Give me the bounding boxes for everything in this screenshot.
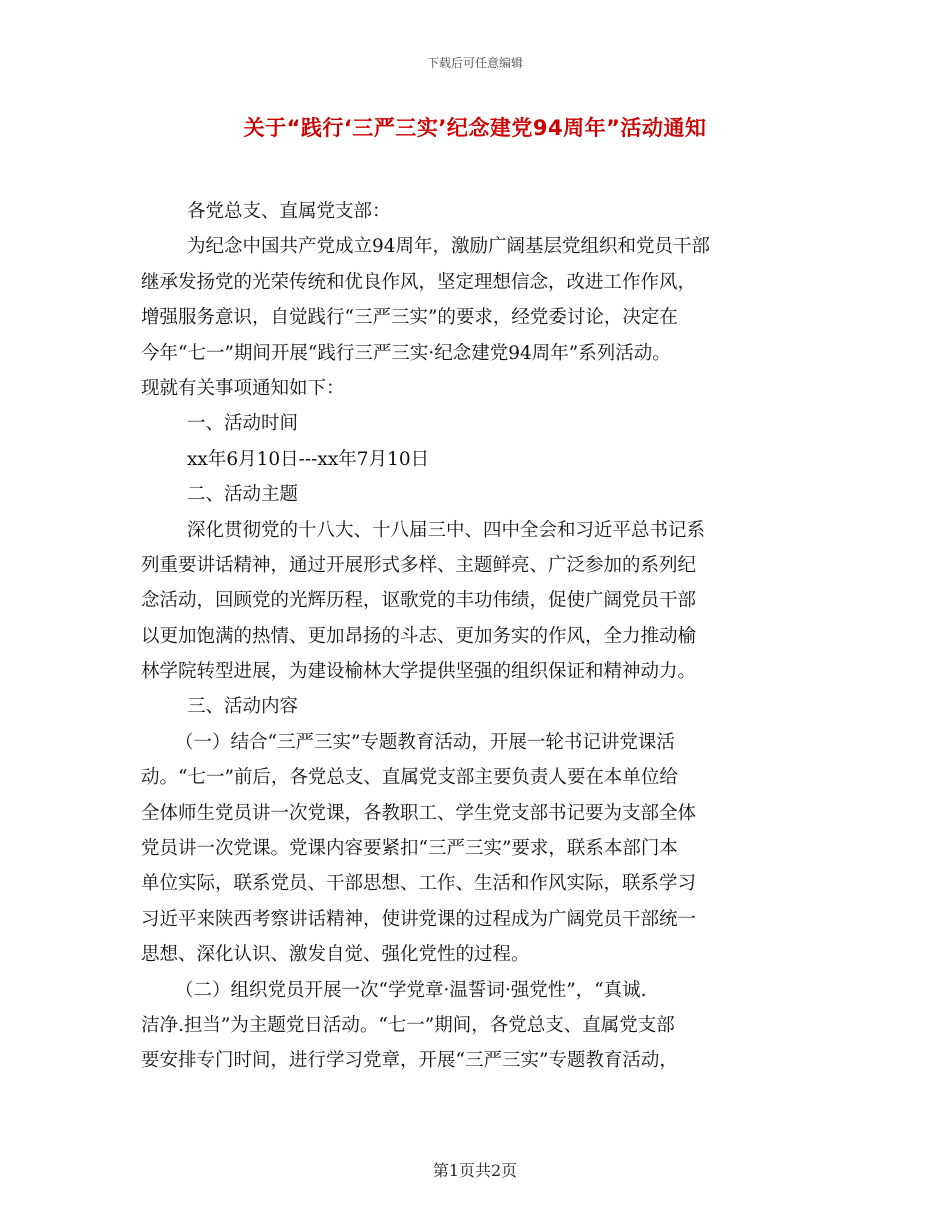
body-line: （一）结合“三严三实”专题教育活动，开展一轮书记讲党课活 bbox=[175, 731, 675, 753]
body-line: xx年6月10日---xx年7月10日 bbox=[187, 448, 430, 470]
body-line: 今年“七一”期间开展“践行三严三实·纪念建党94周年”系列活动。 bbox=[141, 342, 671, 364]
page-footer: 第1页共2页 bbox=[432, 1161, 518, 1180]
body-line: 念活动，回顾党的光辉历程，讴歌党的丰功伟绩，促使广阔党员干部 bbox=[141, 590, 697, 612]
body-line: 深化贯彻党的十八大、十八届三中、四中全会和习近平总书记系 bbox=[187, 519, 706, 541]
body-line: 为纪念中国共产党成立94周年，激励广阔基层党组织和党员干部 bbox=[187, 236, 711, 258]
body-line: 要安排专门时间，进行学习党章，开展“三严三实”专题教育活动， bbox=[141, 1050, 678, 1072]
body-line: 习近平来陕西考察讲话精神，使讲党课的过程成为广阔党员干部统一 bbox=[141, 908, 697, 930]
body-line: 思想、深化认识、激发自觉、强化党性的过程。 bbox=[141, 944, 530, 966]
body-line: 洁净.担当”为主题党日活动。“七一”期间，各党总支、直属党支部 bbox=[141, 1014, 675, 1036]
body-line: 动。“七一”前后，各党总支、直属党支部主要负责人要在本单位给 bbox=[141, 767, 678, 789]
body-line: 二、活动主题 bbox=[187, 484, 299, 506]
body-line: 继承发扬党的光荣传统和优良作风，坚定理想信念，改进工作作风， bbox=[141, 271, 697, 293]
document-title: 关于“践行‘三严三实’纪念建党94周年”活动通知 bbox=[243, 116, 707, 140]
body-line: 一、活动时间 bbox=[187, 413, 299, 435]
body-line: 以更加饱满的热情、更加昂扬的斗志、更加务实的作风，全力推动榆 bbox=[141, 625, 697, 647]
body-line: 全体师生党员讲一次党课，各教职工、学生党支部书记要为支部全体 bbox=[141, 802, 697, 824]
body-line: 现就有关事项通知如下： bbox=[141, 377, 345, 399]
body-line: （二）组织党员开展一次“学党章·温誓词·强党性”，“真诚. bbox=[175, 979, 647, 1001]
body-line: 党员讲一次党课。党课内容要紧扣“三严三实”要求，联系本部门本 bbox=[141, 838, 678, 860]
body-line: 增强服务意识，自觉践行“三严三实”的要求，经党委讨论，决定在 bbox=[141, 307, 678, 329]
body-line: 列重要讲话精神，通过开展形式多样、主题鲜亮、广泛参加的系列纪 bbox=[141, 554, 697, 576]
header-note: 下载后可任意编辑 bbox=[426, 56, 523, 70]
body-line: 单位实际，联系党员、干部思想、工作、生活和作风实际，联系学习 bbox=[141, 873, 697, 895]
body-line: 各党总支、直属党支部： bbox=[187, 201, 391, 222]
body-line: 三、活动内容 bbox=[187, 696, 299, 718]
document-body bbox=[141, 194, 821, 1079]
body-line: 林学院转型进展，为建设榆林大学提供坚强的组织保证和精神动力。 bbox=[141, 661, 697, 683]
